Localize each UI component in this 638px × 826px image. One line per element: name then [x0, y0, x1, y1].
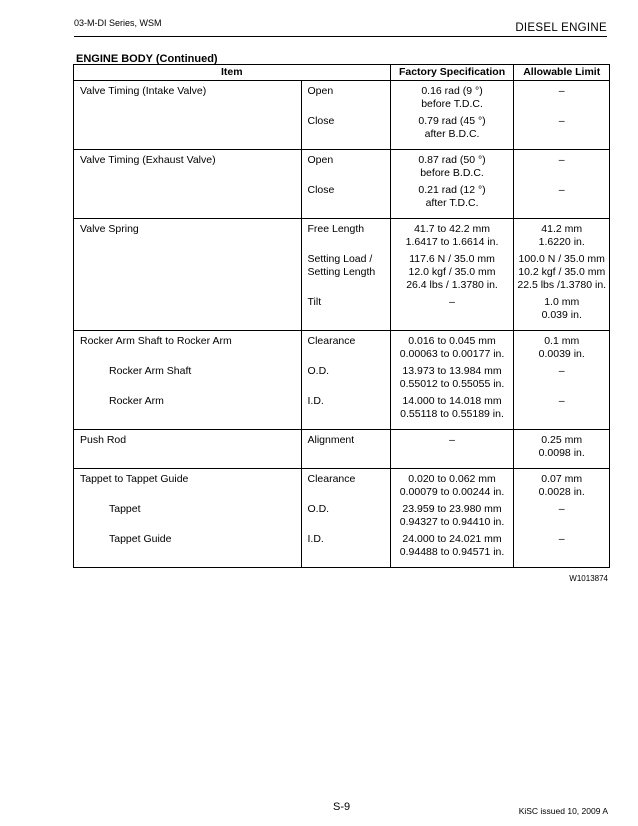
- parameter-cell: [301, 469, 390, 500]
- parameter-label: Close: [307, 184, 335, 196]
- item-cell: [74, 529, 302, 568]
- item-label: Tappet to Tappet Guide: [80, 473, 189, 485]
- parameter-cell: [301, 81, 390, 112]
- factory-spec-value: 41.7 to 42.2 mm: [414, 223, 490, 235]
- factory-spec-cell: [390, 180, 514, 219]
- parameter-cell: [301, 331, 390, 362]
- allowable-limit-value: 41.2 mm: [541, 223, 583, 235]
- factory-spec-cell: [390, 81, 514, 112]
- table-row: [74, 180, 610, 219]
- factory-spec-value: 13.973 to 13.984 mm: [402, 365, 502, 377]
- table-header-row: [74, 65, 610, 81]
- parameter-cell: [301, 249, 390, 292]
- parameter-cell: [301, 219, 390, 250]
- parameter-label: Setting Load /: [307, 253, 373, 265]
- allowable-limit-cell: [514, 81, 610, 112]
- table-row: [74, 249, 610, 292]
- factory-spec-cell: [390, 499, 514, 529]
- table-row: [74, 469, 610, 500]
- allowable-limit-value: 100.0 N / 35.0 mm: [518, 253, 605, 265]
- reference-code: W1013874: [569, 574, 608, 583]
- item-cell: [74, 331, 302, 362]
- header-rule: [74, 36, 607, 37]
- parameter-cell: [301, 430, 390, 469]
- allowable-limit-value: –: [558, 184, 565, 196]
- parameter-label: Open: [307, 154, 334, 166]
- factory-spec-value: 0.016 to 0.045 mm: [408, 335, 496, 347]
- factory-spec-value: 1.6417 to 1.6614 in.: [405, 236, 499, 248]
- header-section: DIESEL ENGINE: [515, 22, 607, 34]
- allowable-limit-cell: [514, 529, 610, 568]
- allowable-limit-value: –: [558, 154, 565, 166]
- table-row: [74, 529, 610, 568]
- header-series: 03-M-DI Series, WSM: [74, 18, 162, 28]
- parameter-cell: [301, 529, 390, 568]
- item-label: Rocker Arm Shaft: [109, 365, 192, 377]
- allowable-limit-cell: [514, 219, 610, 250]
- col-header-factory-spec: Factory Specification: [390, 65, 514, 81]
- item-cell: [74, 430, 302, 469]
- item-label: Rocker Arm Shaft to Rocker Arm: [80, 335, 232, 347]
- allowable-limit-value: 0.25 mm: [541, 434, 583, 446]
- parameter-label: Alignment: [307, 434, 355, 446]
- item-cell: [74, 150, 302, 181]
- factory-spec-value: before T.D.C.: [421, 98, 483, 110]
- allowable-limit-value: 10.2 kgf / 35.0 mm: [518, 266, 606, 278]
- allowable-limit-value: –: [558, 115, 565, 127]
- factory-spec-value: 0.00079 to 0.00244 in.: [399, 486, 505, 498]
- allowable-limit-value: –: [558, 533, 565, 545]
- factory-spec-value: 0.00063 to 0.00177 in.: [399, 348, 505, 360]
- allowable-limit-cell: [514, 331, 610, 362]
- allowable-limit-value: –: [558, 85, 565, 97]
- allowable-limit-value: 1.6220 in.: [538, 236, 585, 248]
- item-label: Tappet: [109, 503, 141, 515]
- parameter-label: O.D.: [307, 365, 330, 377]
- parameter-label: Open: [307, 85, 334, 97]
- parameter-label: Free Length: [307, 223, 365, 235]
- allowable-limit-value: 0.1 mm: [544, 335, 580, 347]
- item-label: Valve Timing (Intake Valve): [80, 85, 207, 97]
- table-row: [74, 391, 610, 430]
- allowable-limit-cell: [514, 391, 610, 430]
- factory-spec-value: 0.79 rad (45 °): [418, 115, 486, 127]
- item-label: Push Rod: [80, 434, 127, 446]
- allowable-limit-cell: [514, 469, 610, 500]
- allowable-limit-value: 0.039 in.: [541, 309, 582, 321]
- item-cell: [74, 391, 302, 430]
- allowable-limit-cell: [514, 150, 610, 181]
- factory-spec-cell: [390, 111, 514, 150]
- table-row: [74, 361, 610, 391]
- factory-spec-value: 0.94488 to 0.94571 in.: [399, 546, 505, 558]
- col-header-allowable-limit: Allowable Limit: [514, 65, 610, 81]
- parameter-label: O.D.: [307, 503, 330, 515]
- issue-note: KiSC issued 10, 2009 A: [518, 806, 608, 816]
- allowable-limit-cell: [514, 111, 610, 150]
- item-cell: [74, 249, 302, 292]
- allowable-limit-value: 1.0 mm: [544, 296, 580, 308]
- item-cell: [74, 180, 302, 219]
- allowable-limit-value: 22.5 lbs /1.3780 in.: [517, 279, 607, 291]
- factory-spec-cell: [390, 249, 514, 292]
- factory-spec-value: after B.D.C.: [424, 128, 480, 140]
- factory-spec-value: after T.D.C.: [425, 197, 479, 209]
- table-row: [74, 150, 610, 181]
- allowable-limit-value: –: [558, 503, 565, 515]
- parameter-cell: [301, 111, 390, 150]
- parameter-cell: [301, 361, 390, 391]
- allowable-limit-value: 0.07 mm: [541, 473, 583, 485]
- item-cell: [74, 361, 302, 391]
- allowable-limit-cell: [514, 499, 610, 529]
- factory-spec-value: 0.020 to 0.062 mm: [408, 473, 496, 485]
- item-cell: [74, 111, 302, 150]
- spec-table: [73, 64, 610, 568]
- factory-spec-cell: [390, 529, 514, 568]
- parameter-label: Close: [307, 115, 335, 127]
- parameter-label: I.D.: [307, 533, 324, 545]
- factory-spec-cell: [390, 361, 514, 391]
- table-row: [74, 331, 610, 362]
- factory-spec-value: 0.55012 to 0.55055 in.: [399, 378, 505, 390]
- table-row: [74, 292, 610, 331]
- factory-spec-cell: [390, 331, 514, 362]
- table-row: [74, 499, 610, 529]
- parameter-label: Setting Length: [307, 266, 376, 278]
- factory-spec-value: 0.87 rad (50 °): [418, 154, 486, 166]
- allowable-limit-cell: [514, 430, 610, 469]
- factory-spec-value: 23.959 to 23.980 mm: [402, 503, 502, 515]
- allowable-limit-cell: [514, 292, 610, 331]
- factory-spec-cell: [390, 219, 514, 250]
- parameter-cell: [301, 292, 390, 331]
- factory-spec-value: –: [449, 296, 455, 308]
- parameter-label: I.D.: [307, 395, 324, 407]
- factory-spec-value: 14.000 to 14.018 mm: [402, 395, 502, 407]
- parameter-label: Clearance: [307, 473, 356, 485]
- factory-spec-cell: [390, 292, 514, 331]
- item-cell: [74, 81, 302, 112]
- factory-spec-value: 12.0 kgf / 35.0 mm: [408, 266, 496, 278]
- allowable-limit-value: –: [558, 395, 565, 407]
- factory-spec-value: 26.4 lbs / 1.3780 in.: [406, 279, 498, 291]
- factory-spec-cell: [390, 150, 514, 181]
- table-row: [74, 111, 610, 150]
- factory-spec-value: 0.21 rad (12 °): [418, 184, 486, 196]
- parameter-cell: [301, 499, 390, 529]
- factory-spec-value: 24.000 to 24.021 mm: [402, 533, 502, 545]
- parameter-cell: [301, 150, 390, 181]
- item-cell: [74, 219, 302, 250]
- parameter-label: Tilt: [307, 296, 322, 308]
- allowable-limit-cell: [514, 361, 610, 391]
- item-cell: [74, 469, 302, 500]
- page-number: S-9: [333, 801, 351, 813]
- table-body: [74, 81, 610, 568]
- section-title: ENGINE BODY (Continued): [76, 53, 218, 65]
- allowable-limit-cell: [514, 249, 610, 292]
- factory-spec-value: 0.94327 to 0.94410 in.: [399, 516, 505, 528]
- allowable-limit-value: –: [558, 365, 565, 377]
- item-label: Valve Spring: [80, 223, 139, 235]
- item-label: Valve Timing (Exhaust Valve): [80, 154, 216, 166]
- allowable-limit-value: 0.0028 in.: [538, 486, 585, 498]
- item-cell: [74, 292, 302, 331]
- allowable-limit-value: 0.0039 in.: [538, 348, 585, 360]
- item-label: Tappet Guide: [109, 533, 172, 545]
- parameter-cell: [301, 391, 390, 430]
- allowable-limit-cell: [514, 180, 610, 219]
- item-cell: [74, 499, 302, 529]
- factory-spec-value: before B.D.C.: [420, 167, 484, 179]
- factory-spec-value: 0.16 rad (9 °): [421, 85, 483, 97]
- factory-spec-value: 0.55118 to 0.55189 in.: [400, 408, 504, 420]
- col-header-item: Item: [74, 65, 391, 81]
- table-row: [74, 81, 610, 112]
- factory-spec-value: 117.6 N / 35.0 mm: [409, 253, 495, 265]
- allowable-limit-value: 0.0098 in.: [538, 447, 585, 459]
- parameter-label: Clearance: [307, 335, 356, 347]
- table-row: [74, 219, 610, 250]
- table-row: [74, 430, 610, 469]
- factory-spec-cell: [390, 430, 514, 469]
- parameter-cell: [301, 180, 390, 219]
- factory-spec-value: –: [449, 434, 455, 446]
- factory-spec-cell: [390, 391, 514, 430]
- item-label: Rocker Arm: [109, 395, 164, 407]
- factory-spec-cell: [390, 469, 514, 500]
